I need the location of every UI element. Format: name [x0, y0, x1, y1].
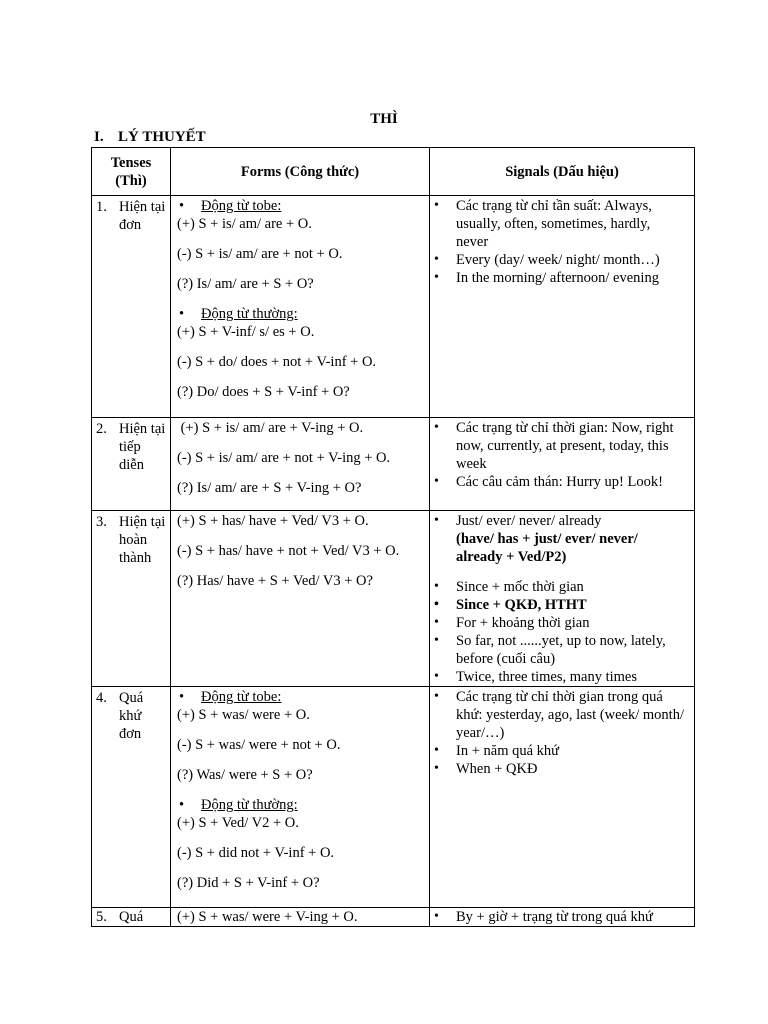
form-line: (-) S + did not + V-inf + O.	[177, 845, 335, 861]
signal-item: • Every (day/ week/ night/ month…)	[456, 251, 684, 269]
form-line: (+) S + is/ am/ are + V-ing + O.	[177, 420, 364, 436]
header-tenses: Tenses (Thì)	[92, 148, 171, 196]
signal-item: • Since + QKĐ, HTHT	[456, 596, 684, 614]
form-line: (?) Has/ have + S + Ved/ V3 + O?	[177, 573, 373, 589]
section-number: I.	[94, 129, 104, 145]
form-line: (-) S + is/ am/ are + not + V-ing + O.	[177, 450, 391, 466]
signals-cell	[430, 196, 695, 418]
signal-item: • When + QKĐ	[456, 760, 684, 778]
form-line: (-) S + is/ am/ are + not + O.	[177, 246, 343, 262]
forms-subheading: • Động từ thường:	[177, 305, 423, 323]
signal-item: • Since + mốc thời gian	[456, 578, 684, 596]
table-header-row	[92, 148, 695, 196]
tense-name: Hiện tại hoàn thành	[119, 514, 166, 566]
forms-subheading: • Động từ tobe:	[177, 688, 423, 706]
form-line: (+) S + V-inf/ s/ es + O.	[177, 324, 315, 340]
form-line: (?) Was/ were + S + O?	[177, 767, 313, 783]
signal-item: • In the morning/ afternoon/ evening	[456, 269, 684, 287]
signal-item: • Các câu cảm thán: Hurry up! Look!	[456, 473, 684, 491]
table-row	[92, 418, 695, 511]
form-line: (+) S + Ved/ V2 + O.	[177, 815, 299, 831]
forms-cell	[171, 908, 430, 927]
form-line: (?) Do/ does + S + V-inf + O?	[177, 384, 350, 400]
signal-item: • So far, not ......yet, up to now, lately, before (cuối câu)	[456, 632, 684, 668]
tense-cell	[92, 687, 171, 908]
signal-item: • Các trạng từ chỉ thời gian: Now, right now, currently, at present, today, this week	[456, 419, 684, 473]
forms-subheading: • Động từ thường:	[177, 796, 423, 814]
tense-name: Hiện tại đơn	[119, 199, 166, 233]
tense-name: Hiện tại tiếp diễn	[119, 421, 166, 473]
form-line: (+) S + has/ have + Ved/ V3 + O.	[177, 513, 369, 529]
signals-cell	[430, 418, 695, 511]
tense-number: 2.	[96, 421, 107, 437]
page-title: THÌ	[370, 111, 398, 127]
signal-item: • For + khoảng thời gian	[456, 614, 684, 632]
header-signals: Signals (Dấu hiệu)	[430, 148, 695, 196]
form-line: (-) S + was/ were + not + O.	[177, 737, 341, 753]
signal-item: • In + năm quá khứ	[456, 742, 684, 760]
signals-cell	[430, 511, 695, 687]
tense-number: 1.	[96, 199, 107, 215]
form-line: (?) Did + S + V-inf + O?	[177, 875, 320, 891]
form-line: (-) S + has/ have + not + Ved/ V3 + O.	[177, 543, 400, 559]
tense-name: Quá khứ đơn	[119, 690, 144, 742]
signal-item	[456, 512, 684, 566]
forms-cell	[171, 196, 430, 418]
tense-number: 3.	[96, 514, 107, 530]
tense-cell	[92, 196, 171, 418]
tenses-table	[91, 147, 695, 927]
header-forms: Forms (Công thức)	[171, 148, 430, 196]
forms-cell	[171, 511, 430, 687]
forms-subheading: • Động từ tobe:	[177, 197, 423, 215]
signal-item: • Twice, three times, many times	[456, 668, 684, 686]
table-row	[92, 687, 695, 908]
tense-cell	[92, 908, 171, 927]
signal-text: Just/ ever/ never/ already	[456, 513, 602, 529]
table-row	[92, 511, 695, 687]
signal-item: • By + giờ + trạng từ trong quá khứ	[456, 908, 684, 926]
tense-cell	[92, 511, 171, 687]
signal-item: • Các trạng từ chỉ thời gian trong quá khứ: yesterday, ago, last (week/ month/ year/…)	[456, 688, 684, 742]
form-line: (+) S + was/ were + V-ing + O.	[177, 909, 358, 925]
signal-formula: (have/ has + just/ ever/ never/ already + Ved/P2)	[456, 531, 638, 565]
forms-cell	[171, 687, 430, 908]
form-line: (+) S + is/ am/ are + O.	[177, 216, 312, 232]
tense-cell	[92, 418, 171, 511]
form-line: (-) S + do/ does + not + V-inf + O.	[177, 354, 377, 370]
signals-cell	[430, 687, 695, 908]
form-line: (+) S + was/ were + O.	[177, 707, 310, 723]
tense-name: Quá	[119, 909, 144, 925]
signals-cell	[430, 908, 695, 927]
form-line: (?) Is/ am/ are + S + O?	[177, 276, 314, 292]
form-line: (?) Is/ am/ are + S + V-ing + O?	[177, 480, 362, 496]
section-label: LÝ THUYẾT	[118, 129, 206, 145]
signal-item: • Các trạng từ chỉ tần suất: Always, usually, often, sometimes, hardly, never	[456, 197, 684, 251]
tense-number: 4.	[96, 690, 107, 706]
table-row	[92, 196, 695, 418]
forms-cell	[171, 418, 430, 511]
tense-number: 5.	[96, 909, 107, 925]
table-row	[92, 908, 695, 927]
section-heading	[94, 129, 206, 146]
